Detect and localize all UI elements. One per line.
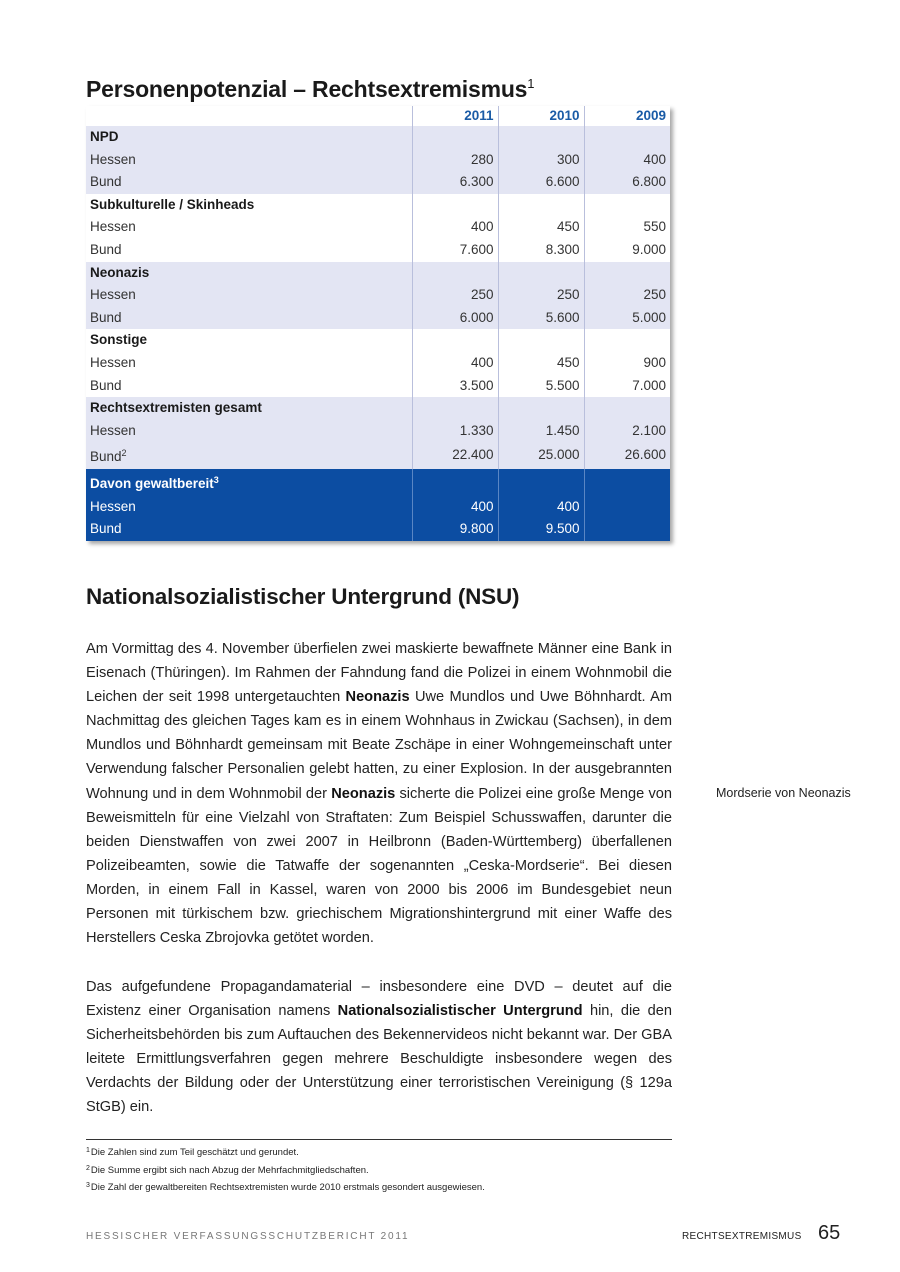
value-cell — [584, 496, 670, 519]
row-label: Hessen — [86, 284, 412, 307]
value-cell: 550 — [584, 216, 670, 239]
value-cell: 9.000 — [584, 239, 670, 262]
empty-cell — [498, 469, 584, 496]
row-label: Bund — [86, 375, 412, 398]
table-group-header — [86, 329, 670, 352]
value-cell: 5.600 — [498, 307, 584, 330]
empty-cell — [584, 397, 670, 420]
footnote-text: Die Zahl der gewaltbereiten Rechtsextremisten wurde 2010 erstmals gesondert ausgewiesen. — [90, 1182, 485, 1193]
table-group-header — [86, 194, 670, 217]
value-cell: 1.330 — [412, 420, 498, 443]
value-cell: 9.500 — [498, 518, 584, 541]
empty-cell — [498, 262, 584, 285]
value-cell: 900 — [584, 352, 670, 375]
value-cell: 450 — [498, 352, 584, 375]
statistics-table-container — [86, 106, 670, 541]
body-paragraph: Am Vormittag des 4. November überfielen zwei maskierte bewaffnete Männer eine Bank in Eisenach (Thüringen). Im Rahmen der Fahndung fand die Polizei in einem Wohnmobil die Leichen der seit 1998 untergetauchten Neonazis Uwe Mundlos und Uwe Böhnhardt. Am Nachmittag des gleichen Tages kam es in einem Wohnhaus in Zwickau (Sachsen), in dem Mundlos und Böhnhardt gemeinsam mit Beate Zschäpe in einer Wohngemeinschaft unter Verwendung falscher Personalien gelebt hatten, zu einer Explosion. In der ausgebrannten Wohnung und in dem Wohnmobil der Neonazis sicherte die Polizei eine große Menge von Beweismitteln für eine Vielzahl von Straftaten: Zum Beispiel Schusswaffen, darunter die beiden Dienstwaffen von zwei 2007 in Heilbronn (Baden-Württemberg) überfallenen Polizeibeamten, sowie die Tatwaffe der sogenannten „Ceska-Mordserie“. Bei diesen Morden, in einem Fall in Kassel, waren von 2000 bis 2006 im Bundesgebiet neun Personen mit türkischem bzw. griechischem Migrationshintergrund mit einer Waffe des Herstellers Ceska Zbrojovka getötet worden. — [86, 641, 672, 947]
empty-cell — [584, 469, 670, 496]
year-header: 2009 — [584, 106, 670, 126]
empty-cell — [412, 397, 498, 420]
empty-cell — [412, 262, 498, 285]
table-group-header — [86, 397, 670, 420]
page-number: 65 — [818, 1222, 841, 1244]
row-label: Bund — [86, 518, 412, 541]
body-paragraph: Das aufgefundene Propagandamaterial – insbesondere eine DVD – deutet auf die Existenz einer Organisation namens Nationalsozialistischer Untergrund hin, die den Sicherheitsbehörden bis zum Auftauchen des Bekennervideos nicht bekannt war. Der GBA leitete Ermittlungsverfahren gegen mehrere Beschuldigte insbesondere wegen des Verdachts der Bildung oder der Unterstützung einer terroristischen Vereinigung (§ 129a StGB) ein. — [86, 979, 672, 1116]
table-group-header — [86, 262, 670, 285]
value-cell: 280 — [412, 149, 498, 172]
bold-term: Neonazis — [331, 785, 396, 802]
empty-cell — [584, 329, 670, 352]
value-cell: 6.300 — [412, 171, 498, 194]
header-blank — [86, 106, 412, 126]
value-cell: 1.450 — [498, 420, 584, 443]
empty-cell — [584, 126, 670, 149]
footnote-number: 1 — [86, 1147, 90, 1154]
value-cell: 5.000 — [584, 307, 670, 330]
value-cell: 400 — [498, 496, 584, 519]
footer-section: RECHTSEXTREMISMUS — [682, 1231, 802, 1242]
empty-cell — [412, 469, 498, 496]
table-row — [86, 284, 670, 307]
value-cell: 6.800 — [584, 171, 670, 194]
year-header: 2010 — [498, 106, 584, 126]
footnote — [86, 1161, 485, 1179]
footnote-ref: 1 — [527, 76, 535, 91]
empty-cell — [498, 126, 584, 149]
margin-note: Mordserie von Neonazis — [716, 786, 851, 800]
table-title: Personenpotenzial – Rechtsextremismus$^1$ — [86, 76, 535, 102]
table-group-header — [86, 126, 670, 149]
table-row — [86, 518, 670, 541]
row-label: Hessen — [86, 149, 412, 172]
empty-cell — [412, 329, 498, 352]
empty-cell — [584, 262, 670, 285]
empty-cell — [412, 126, 498, 149]
value-cell: 6.000 — [412, 307, 498, 330]
row-label: Bund — [86, 171, 412, 194]
value-cell: 26.600 — [584, 442, 670, 469]
row-label: Hessen — [86, 420, 412, 443]
value-cell: 7.000 — [584, 375, 670, 398]
footer-publication: HESSISCHER VERFASSUNGSSCHUTZBERICHT 2011 — [86, 1231, 410, 1242]
row-label: Bund$^2$ — [86, 442, 412, 469]
table-row — [86, 307, 670, 330]
footnotes — [86, 1143, 485, 1196]
table-group-header — [86, 469, 670, 496]
table-row — [86, 496, 670, 519]
value-cell: 400 — [584, 149, 670, 172]
table-row — [86, 239, 670, 262]
empty-cell — [584, 194, 670, 217]
table-row — [86, 171, 670, 194]
value-cell: 5.500 — [498, 375, 584, 398]
bold-term: Neonazis — [345, 689, 410, 706]
value-cell: 7.600 — [412, 239, 498, 262]
row-label: Bund — [86, 307, 412, 330]
table-row — [86, 442, 670, 469]
bold-term: Nationalsozialistischer Untergrund — [337, 1003, 583, 1020]
value-cell: 2.100 — [584, 420, 670, 443]
value-cell: 250 — [584, 284, 670, 307]
year-header: 2011 — [412, 106, 498, 126]
table-row — [86, 149, 670, 172]
value-cell: 3.500 — [412, 375, 498, 398]
footnote-divider — [86, 1139, 672, 1140]
empty-cell — [498, 329, 584, 352]
value-cell: 450 — [498, 216, 584, 239]
value-cell: 250 — [498, 284, 584, 307]
value-cell: 250 — [412, 284, 498, 307]
row-label: Hessen — [86, 496, 412, 519]
footnote-ref: 2 — [121, 448, 127, 459]
table-body — [86, 126, 670, 541]
footnote-number: 2 — [86, 1164, 90, 1172]
table-row — [86, 216, 670, 239]
footnote-ref: 3 — [213, 474, 219, 485]
group-label: Davon gewaltbereit$^3$ — [86, 469, 412, 496]
table-row — [86, 352, 670, 375]
footnote-text: Die Zahlen sind zum Teil geschätzt und gerundet. — [90, 1147, 299, 1158]
value-cell: 400 — [412, 216, 498, 239]
footnote-number: 3 — [86, 1182, 90, 1189]
empty-cell — [498, 397, 584, 420]
row-label: Bund — [86, 239, 412, 262]
table-header-row — [86, 106, 670, 126]
statistics-table — [86, 106, 670, 541]
empty-cell — [498, 194, 584, 217]
footnote — [86, 1143, 485, 1161]
group-label: Neonazis — [86, 262, 412, 285]
row-label: Hessen — [86, 216, 412, 239]
footnote — [86, 1178, 485, 1196]
group-label: Sonstige — [86, 329, 412, 352]
group-label: NPD — [86, 126, 412, 149]
group-label: Subkulturelle / Skinheads — [86, 194, 412, 217]
value-cell: 22.400 — [412, 442, 498, 469]
empty-cell — [412, 194, 498, 217]
group-label: Rechtsextremisten gesamt — [86, 397, 412, 420]
row-label: Hessen — [86, 352, 412, 375]
table-row — [86, 420, 670, 443]
value-cell — [584, 518, 670, 541]
value-cell: 25.000 — [498, 442, 584, 469]
value-cell: 6.600 — [498, 171, 584, 194]
table-row — [86, 375, 670, 398]
section-title: Nationalsozialistischer Untergrund (NSU) — [86, 584, 520, 609]
value-cell: 400 — [412, 496, 498, 519]
value-cell: 400 — [412, 352, 498, 375]
value-cell: 300 — [498, 149, 584, 172]
value-cell: 8.300 — [498, 239, 584, 262]
footnote-text: Die Summe ergibt sich nach Abzug der Mehrfachmitgliedschaften. — [90, 1164, 369, 1176]
value-cell: 9.800 — [412, 518, 498, 541]
